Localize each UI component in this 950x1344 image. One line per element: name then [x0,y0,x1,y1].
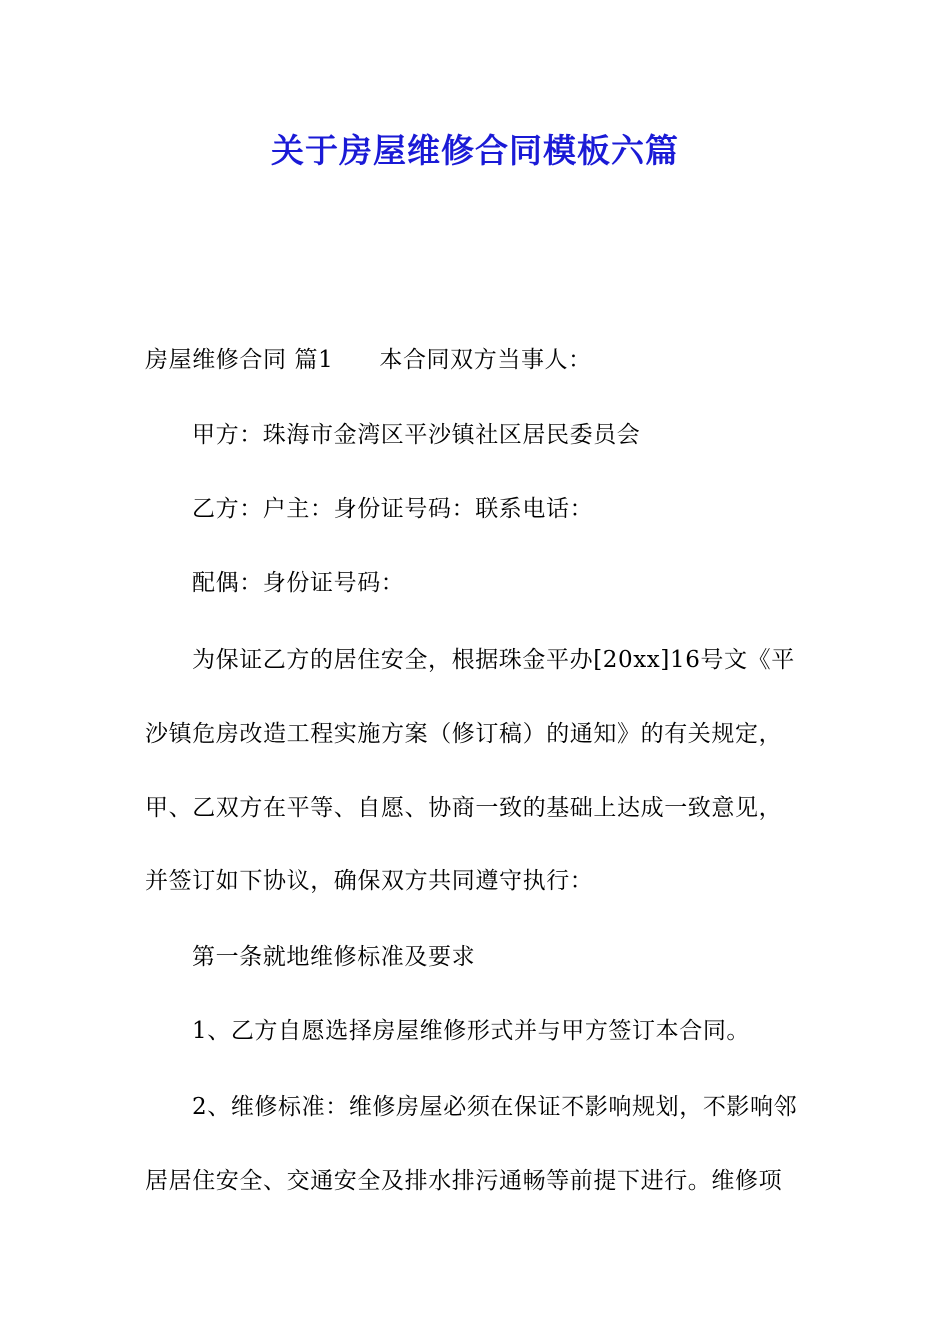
parties-intro: 本合同双方当事人： [379,347,592,373]
party-a-line: 甲方：珠海市金湾区平沙镇社区居民委员会 [192,422,641,448]
paragraph-line: 甲、乙双方在平等、自愿、协商一致的基础上达成一致意见， [145,795,783,821]
spouse-line: 配偶：身份证号码： [192,570,405,596]
paragraph-line: 并签订如下协议，确保双方共同遵守执行： [145,868,594,894]
article-heading: 第一条就地维修标准及要求 [192,944,476,970]
paragraph-line: 沙镇危房改造工程实施方案（修订稿）的通知》的有关规定， [145,721,783,747]
document-title: 关于房屋维修合同模板六篇 [271,131,679,170]
clause-line: 居居住安全、交通安全及排水排污通畅等前提下进行。维修项 [145,1168,783,1194]
clause-line: 1、乙方自愿选择房屋维修形式并与甲方签订本合同。 [192,1018,751,1044]
header-line [145,343,825,377]
clause-line: 2、维修标准：维修房屋必须在保证不影响规划，不影响邻 [192,1094,798,1120]
paragraph-line: 为保证乙方的居住安全，根据珠金平办[20xx]16号文《平 [192,647,795,673]
party-b-line: 乙方：户主：身份证号码：联系电话： [192,496,594,522]
contract-heading: 房屋维修合同 篇1 [145,347,334,373]
